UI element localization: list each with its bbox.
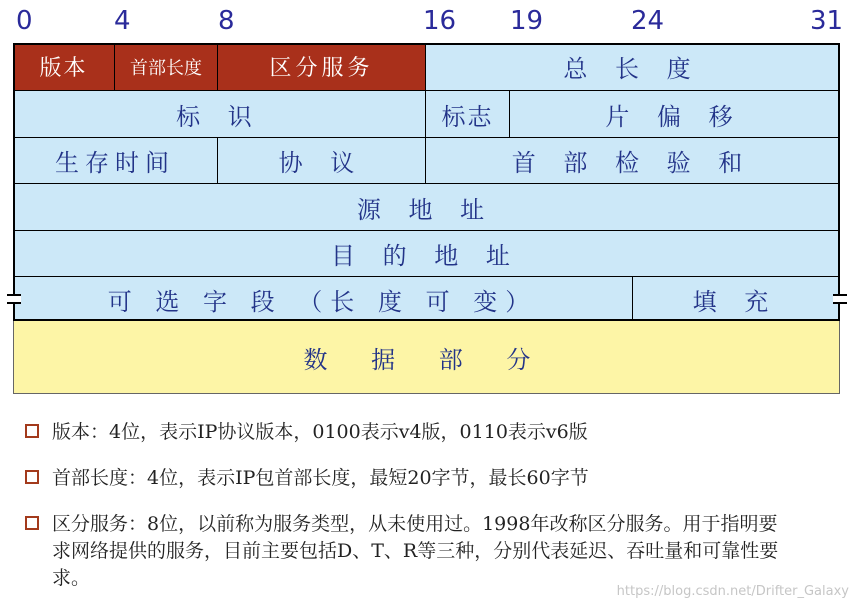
- data-frame: [13, 321, 840, 394]
- field-fragment-offset: 片 偏 移: [510, 91, 839, 138]
- bullet-square-icon: [25, 470, 39, 484]
- bit-label-4: 4: [114, 6, 131, 36]
- field-version: 版本: [13, 43, 115, 91]
- note-header-length: 首部长度：4位，表示IP包首部长度，最短20字节，最长60字节: [52, 467, 589, 489]
- field-options: 可 选 字 段 （长 度 可 变）: [13, 277, 633, 321]
- field-padding: 填 充: [633, 277, 839, 321]
- field-protocol: 协 议: [218, 138, 426, 184]
- field-identification: 标 识: [13, 91, 426, 138]
- field-source-address: 源 地 址: [13, 184, 839, 231]
- note-differentiated-services: 区分服务：8位，以前称为服务类型，从未使用过。1998年改称区分服务。用于指明要求网络提供的服务，目前主要包括D、T、R等三种，分别代表延迟、吞吐量和可靠性要求。: [52, 513, 779, 589]
- field-header-checksum: 首 部 检 验 和: [426, 138, 839, 184]
- note-version: 版本：4位，表示IP协议版本，0100表示v4版，0110表示v6版: [52, 421, 588, 443]
- bit-label-16: 16: [423, 6, 457, 36]
- field-destination-address: 目 的 地 址: [13, 231, 839, 277]
- watermark: https://blog.csdn.net/Drifter_Galaxy: [616, 584, 849, 599]
- variable-length-break-left: [7, 294, 21, 304]
- bullet-square-icon: [25, 516, 39, 530]
- bullet-square-icon: [25, 424, 39, 438]
- field-flags: 标志: [426, 91, 510, 138]
- field-differentiated-services: 区分服务: [218, 43, 426, 91]
- bit-label-19: 19: [510, 6, 544, 36]
- field-header-length: 首部长度: [115, 43, 218, 91]
- field-total-length: 总 长 度: [426, 43, 839, 91]
- header-frame-right-edge: [838, 43, 840, 321]
- bit-label-31: 31: [810, 6, 844, 36]
- field-time-to-live: 生存时间: [13, 138, 218, 184]
- variable-length-break-right: [833, 294, 847, 304]
- field-data-part: 数 据 部 分: [13, 321, 840, 394]
- bit-label-24: 24: [631, 6, 665, 36]
- bit-label-8: 8: [218, 6, 235, 36]
- bit-label-0: 0: [16, 6, 33, 36]
- header-frame: [13, 43, 839, 321]
